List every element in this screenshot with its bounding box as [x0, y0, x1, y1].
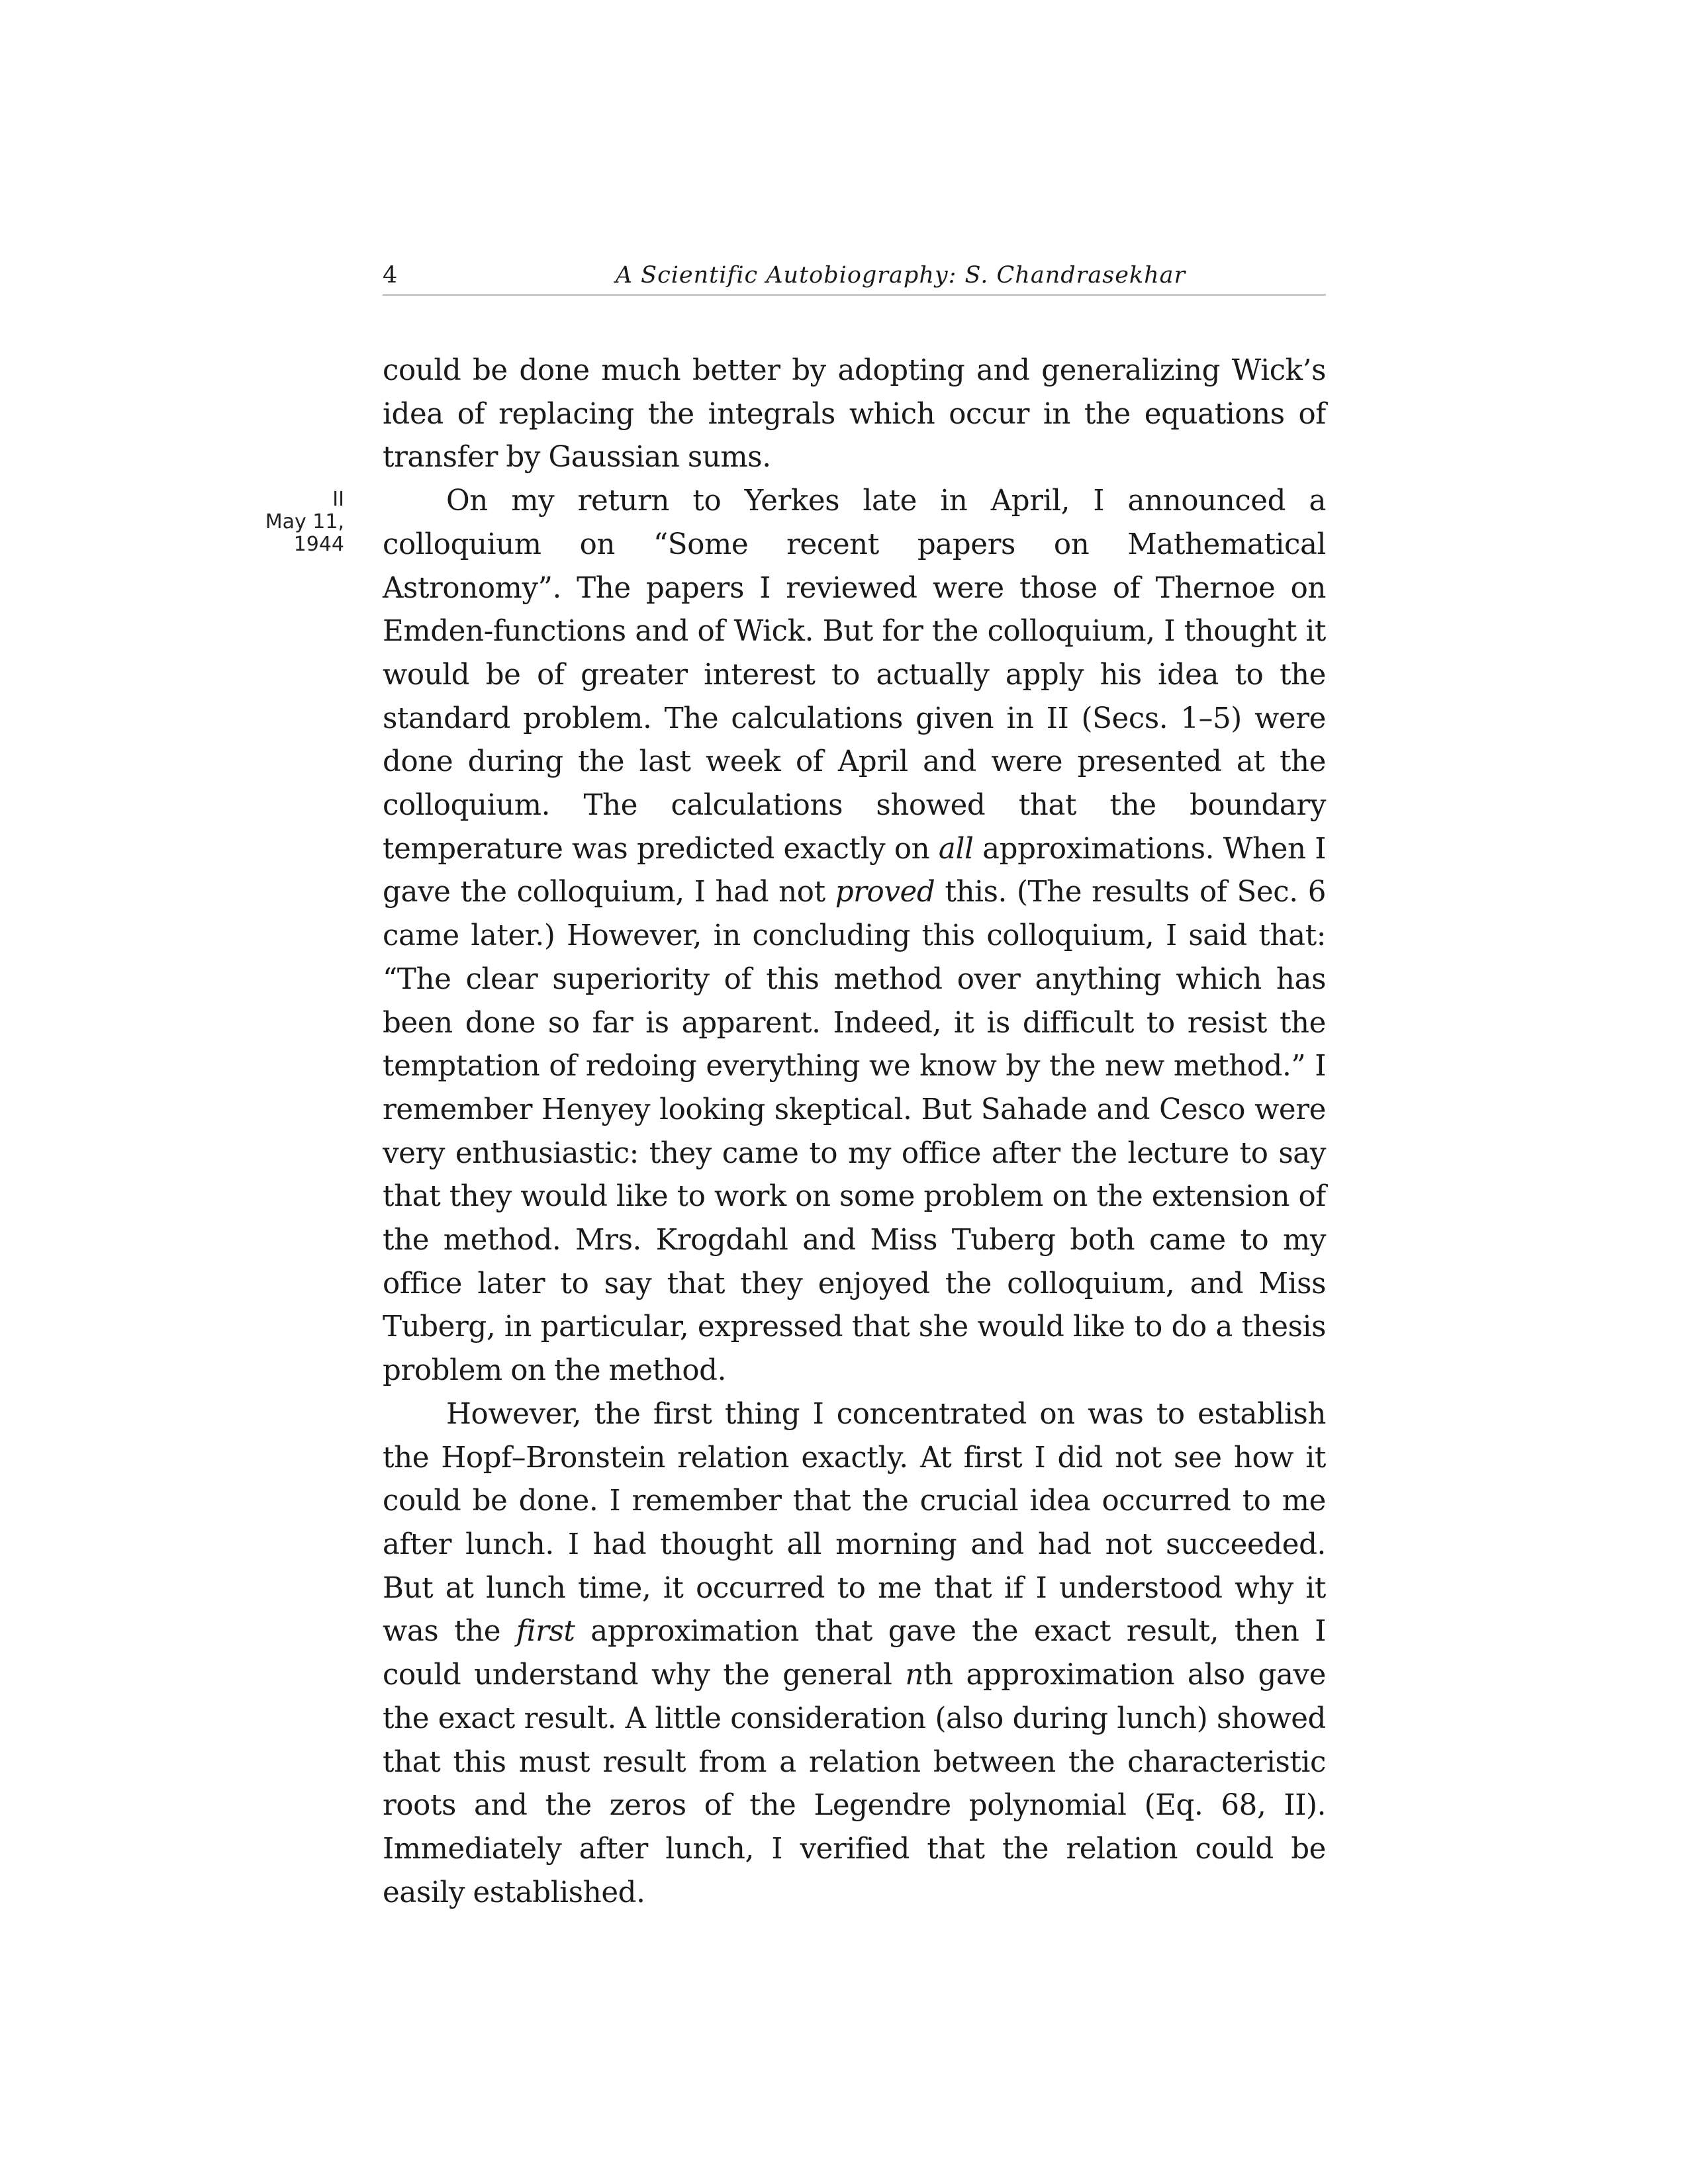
- page-number: 4: [383, 262, 398, 289]
- margin-note-reference: II: [332, 488, 344, 511]
- margin-note-date-line1: May 11,: [265, 510, 344, 533]
- running-header: [383, 257, 1326, 296]
- paragraph-2-text-e: this. (The results of Sec. 6 came later.) However, in concluding this colloquium, I said that: “The clear superiority of this method over anything which has been done so far is apparent. Indeed, it is difficult to resist the temptation of redoing everything we know by the new method.” I remember Henyey looking skeptical. But Sahade and Cesco were very enthusiastic: they came to my office after the lecture to say that they would like to work on some problem on the extension of the method. Mrs. Krogdahl and Miss Tuberg both came to my office later to say that they enjoyed the colloquium, and Miss Tuberg, in particular, expressed that she would like to do a thesis problem on the method.: [383, 876, 1326, 1388]
- paragraph-2-text-c: approximations. When I gave the colloquium, I had not: [383, 832, 1326, 909]
- margin-note: [238, 488, 344, 556]
- paragraph-1: could be done much better by adopting and generalizing Wick’s idea of replacing the integrals which occur in the equations of transfer by Gaussian sums.: [383, 354, 1326, 475]
- paragraph-3-text-c: approximation that gave the exact result, then I could understand why the general: [383, 1615, 1326, 1692]
- paragraph-2-emphasis-all: all: [938, 832, 974, 866]
- paragraph-2-emphasis-proved: proved: [835, 876, 935, 909]
- running-title: A Scientific Autobiography: S. Chandrasekhar: [615, 262, 1186, 289]
- margin-note-date-line2: 1944: [293, 533, 344, 556]
- paragraph-3-emphasis-first: first: [516, 1615, 575, 1649]
- paragraph-3-math-n: n: [905, 1659, 923, 1692]
- body-text: [383, 349, 1326, 1915]
- paragraph-3-text-e: th approximation also gave the exact result. A little consideration (also during lunch) showed that this must result from a relation between the characteristic roots and the zeros of the Legendre polynomial (Eq. 68, II). Immediately after lunch, I verified that the relation could be easily established.: [383, 1659, 1326, 1909]
- paragraph-2: [383, 480, 1326, 1393]
- paragraph-3: [383, 1393, 1326, 1915]
- paragraph-3-text-a: However, the first thing I concentrated on was to establish the Hopf–Bronstein relation exactly. At first I did not see how it could be done. I remember that the crucial idea occurred to me after lunch. I had thought all morning and had not succeeded. But at lunch time, it occurred to me that if I understood why it was the: [383, 1397, 1326, 1649]
- paragraph-2-text-a: On my return to Yerkes late in April, I announced a colloquium on “Some recent papers on Mathematical Astronomy”. The papers I reviewed were those of Thernoe on Emden-functions and of Wick. But for the colloquium, I thought it would be of greater interest to actually apply his idea to the standard problem. The calculations given in II (Secs. 1–5) were done during the last week of April and were presented at the colloquium. The calculations showed that the boundary temperature was predicted exactly on: [383, 484, 1326, 866]
